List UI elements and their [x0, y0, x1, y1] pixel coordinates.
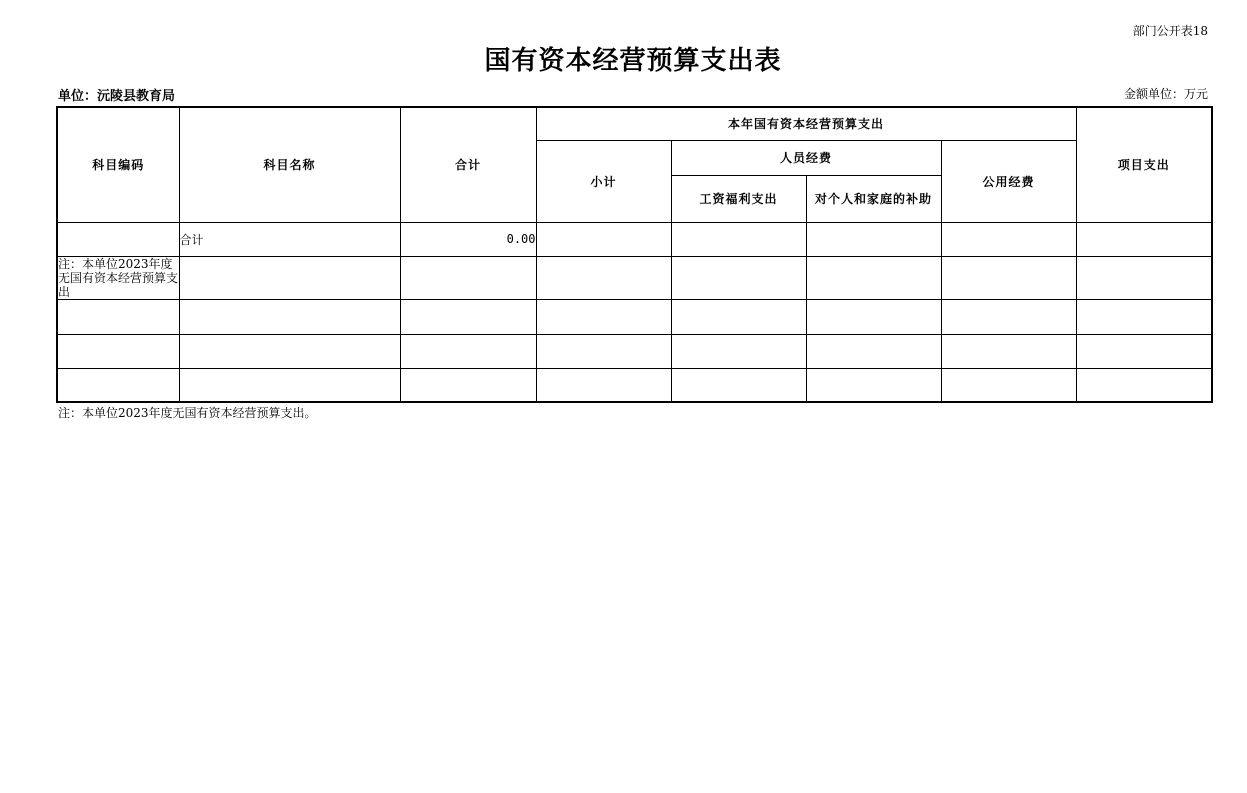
cell-project — [1076, 256, 1212, 299]
cell-name — [179, 299, 400, 334]
cell-total — [400, 256, 536, 299]
cell-subtotal — [536, 334, 671, 368]
page-title: 国有资本经营预算支出表 — [484, 46, 782, 76]
cell-code: 注：本单位2023年度无国有资本经营预算支出 — [58, 256, 179, 299]
header-personnel: 人员经费 — [671, 140, 941, 175]
header-subtotal: 小计 — [536, 140, 671, 222]
table-row — [57, 334, 1212, 368]
cell-name — [179, 334, 400, 368]
cell-code — [57, 368, 179, 402]
cell-subtotal — [536, 368, 671, 402]
cell-salary — [671, 222, 806, 256]
header-salary: 工资福利支出 — [671, 175, 806, 222]
cell-subsidy — [806, 222, 941, 256]
cell-salary — [671, 299, 806, 334]
table-row — [57, 222, 1212, 256]
cell-code — [57, 334, 179, 368]
cell-public — [941, 256, 1076, 299]
table-row — [57, 256, 1212, 299]
cell-subsidy — [806, 299, 941, 334]
header-name: 科目名称 — [179, 107, 400, 222]
cell-total: 0.00 — [400, 222, 536, 256]
header-subsidy: 对个人和家庭的补助 — [806, 175, 941, 222]
cell-project — [1076, 222, 1212, 256]
cell-salary — [671, 256, 806, 299]
cell-name — [179, 368, 400, 402]
form-number: 部门公开表18 — [1132, 24, 1208, 38]
cell-total — [400, 299, 536, 334]
cell-public — [941, 368, 1076, 402]
cell-subtotal — [536, 256, 671, 299]
header-code: 科目编码 — [57, 107, 179, 222]
cell-name: 合计 — [179, 222, 400, 256]
cell-salary — [671, 334, 806, 368]
footnote: 注：本单位2023年度无国有资本经营预算支出。 — [58, 406, 317, 420]
cell-name — [179, 256, 400, 299]
cell-total — [400, 368, 536, 402]
cell-subsidy — [806, 256, 941, 299]
cell-code — [57, 299, 179, 334]
cell-subtotal — [536, 299, 671, 334]
cell-project — [1076, 299, 1212, 334]
cell-salary — [671, 368, 806, 402]
cell-project — [1076, 368, 1212, 402]
unit-label: 单位：沅陵县教育局 — [58, 89, 176, 104]
cell-subsidy — [806, 368, 941, 402]
cell-total — [400, 334, 536, 368]
cell-public — [941, 222, 1076, 256]
cell-public — [941, 299, 1076, 334]
cell-project — [1076, 334, 1212, 368]
amount-unit: 金额单位：万元 — [1123, 87, 1208, 101]
header-group: 本年国有资本经营预算支出 — [536, 107, 1076, 140]
budget-table — [56, 106, 1213, 403]
header-public: 公用经费 — [941, 140, 1076, 222]
cell-subtotal — [536, 222, 671, 256]
table-row — [57, 368, 1212, 402]
cell-public — [941, 334, 1076, 368]
header-total: 合计 — [400, 107, 536, 222]
header-project: 项目支出 — [1076, 107, 1212, 222]
cell-subsidy — [806, 334, 941, 368]
table-row — [57, 299, 1212, 334]
cell-code — [57, 222, 179, 256]
